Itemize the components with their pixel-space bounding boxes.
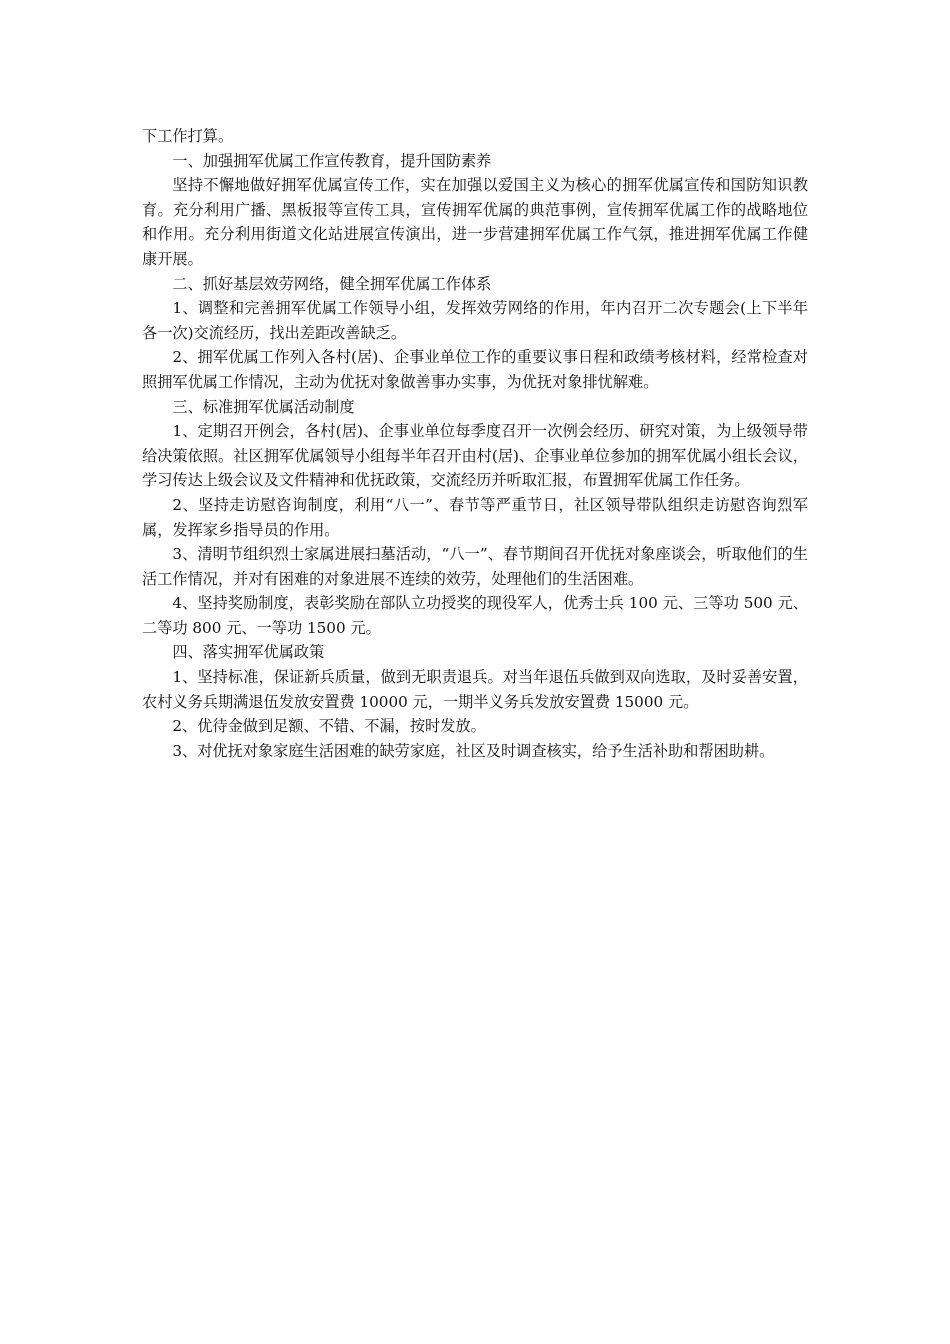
list-item: 3、清明节组织烈士家属进展扫墓活动，“八一”、春节期间召开优抚对象座谈会，听取他们的生活工作情况，并对有困难的对象进展不连续的效劳，处理他们的生活困难。	[142, 545, 808, 588]
list-item: 3、对优抚对象家庭生活困难的缺劳家庭，社区及时调查核实，给予生活补助和帮困助耕。	[172, 741, 775, 760]
section-heading-4: 四、落实拥军优属政策	[172, 643, 325, 662]
section-heading-1: 一、加强拥军优属工作宣传教育，提升国防素养	[172, 151, 492, 170]
document-page	[142, 124, 808, 763]
list-item: 2、优待金做到足额、不错、不漏，按时发放。	[172, 717, 486, 736]
list-item: 4、坚持奖励制度，表彰奖励在部队立功授奖的现役军人，优秀士兵 100 元、三等功 500 元、二等功 800 元、一等功 1500 元。	[142, 594, 808, 637]
section-heading-3: 三、标准拥军优属活动制度	[172, 397, 355, 416]
list-item: 2、坚持走访慰咨询制度，利用“八一”、春节等严重节日，社区领导带队组织走访慰咨询烈军属，发挥家乡指导员的作用。	[142, 495, 808, 539]
paragraph-continuation: 下工作打算。	[142, 127, 234, 145]
list-item: 1、定期召开例会，各村(居)、企事业单位每季度召开一次例会经历、研究对策，为上级领导带给决策依照。社区拥军优属领导小组每半年召开由村(居)、企事业单位参加的拥军优属小组长会议，学习传达上级会议及文件精神和优抚政策，交流经历并听取汇报，布置拥军优属工作任务。	[142, 422, 808, 490]
section-heading-2: 二、抓好基层效劳网络，健全拥军优属工作体系	[172, 274, 492, 293]
list-item: 1、调整和完善拥军优属工作领导小组，发挥效劳网络的作用，年内召开二次专题会(上下半年各一次)交流经历，找出差距改善缺乏。	[142, 299, 808, 342]
list-item: 1、坚持标准，保证新兵质量，做到无职责退兵。对当年退伍兵做到双向选取，及时妥善安置，农村义务兵期满退伍发放安置费 10000 元，一期半义务兵发放安置费 15000 元。	[142, 668, 808, 711]
list-item: 2、拥军优属工作列入各村(居)、企事业单位工作的重要议事日程和政绩考核材料，经常检查对照拥军优属工作情况，主动为优抚对象做善事办实事，为优抚对象排忧解难。	[142, 348, 808, 391]
paragraph: 坚持不懈地做好拥军优属宣传工作，实在加强以爱国主义为核心的拥军优属宣传和国防知识教育。充分利用广播、黑板报等宣传工具，宣传拥军优属的典范事例，宣传拥军优属工作的战略地位和作用。充分利用街道文化站进展宣传演出，进一步营建拥军优属工作气氛，推进拥军优属工作健康开展。	[142, 176, 808, 268]
